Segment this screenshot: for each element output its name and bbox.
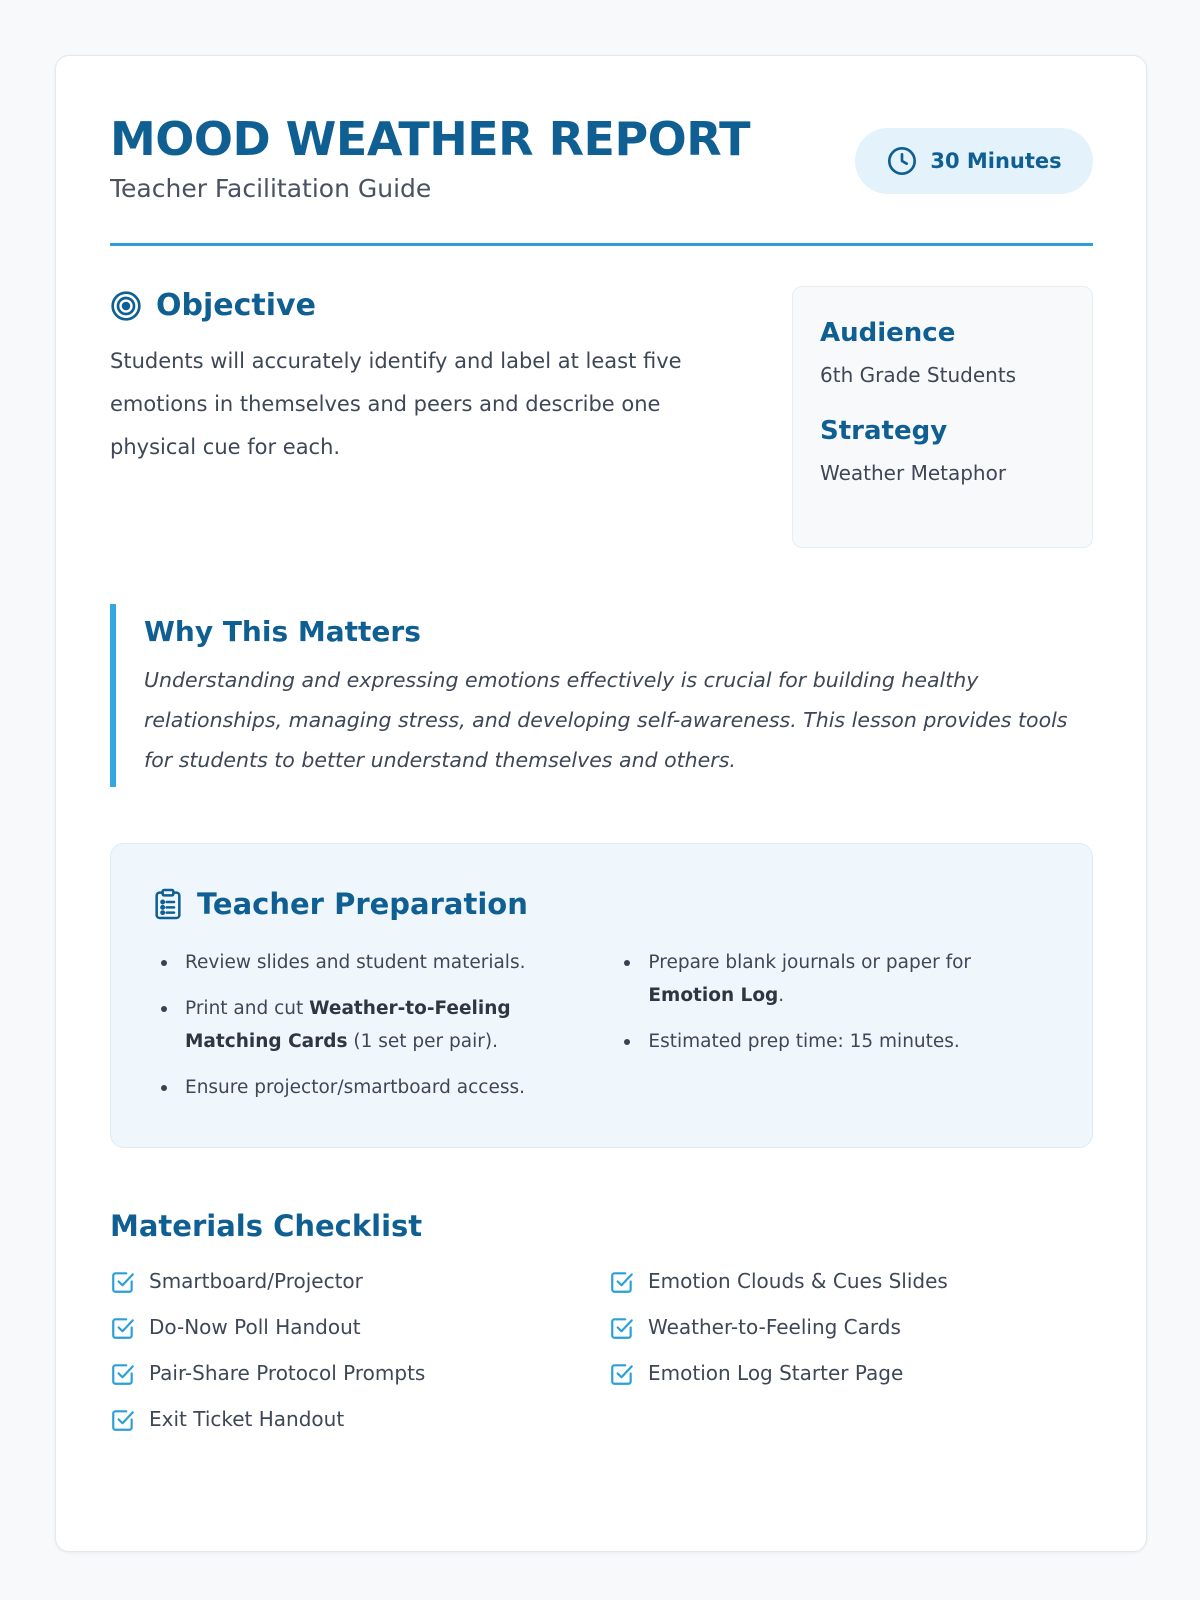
prep-item: Review slides and student materials.: [153, 946, 596, 979]
audience-value: 6th Grade Students: [820, 363, 1017, 387]
prep-item-emphasis: Weather-to-Feeling Matching Cards: [185, 998, 511, 1052]
guide-card: [55, 55, 1147, 1552]
prep-heading-label: Teacher Preparation: [197, 887, 528, 921]
checkbox-checked-icon: [609, 1361, 635, 1387]
prep-list-right: [616, 946, 1050, 1117]
checkbox-checked-icon: [110, 1407, 136, 1433]
info-box: [792, 286, 1093, 548]
prep-item: Print and cut Weather-to-Feeling Matching Cards (1 set per pair).: [153, 992, 596, 1058]
materials-checklist: [110, 1264, 1093, 1437]
objective-text: Students will accurately identify and label at least five emotions in themselves and peers and describe one physical cue for each.: [110, 349, 682, 459]
prep-item: Ensure projector/smartboard access.: [153, 1071, 596, 1104]
checkbox-checked-icon: [110, 1269, 136, 1295]
header: [110, 108, 1093, 246]
checkbox-checked-icon: [609, 1269, 635, 1295]
duration-badge: [855, 128, 1093, 194]
checklist-item: [110, 1310, 609, 1345]
prep-item: Estimated prep time: 15 minutes.: [616, 1025, 1050, 1058]
clock-icon: [886, 145, 918, 177]
checklist-item-label: Exit Ticket Handout: [149, 1407, 345, 1431]
why-text: Understanding and expressing emotions effectively is crucial for building healthy relationships, managing stress, and developing self-awareness. This lesson provides tools for students to better understand themselves and others.: [144, 668, 1068, 772]
duration-label: 30 Minutes: [930, 149, 1062, 173]
page-title: MOOD WEATHER REPORT: [110, 112, 751, 166]
materials-title: Materials Checklist: [110, 1209, 423, 1243]
prep-item-emphasis: Emotion Log: [648, 985, 779, 1006]
checklist-item-label: Do-Now Poll Handout: [149, 1315, 361, 1339]
checklist-item: [609, 1310, 1093, 1345]
checklist-item: [110, 1402, 609, 1437]
teacher-preparation-panel: [110, 843, 1093, 1148]
checklist-item: [609, 1264, 1093, 1299]
checklist-item-label: Emotion Clouds & Cues Slides: [648, 1269, 948, 1293]
checkbox-checked-icon: [110, 1315, 136, 1341]
checklist-item-label: Emotion Log Starter Page: [648, 1361, 904, 1385]
checklist-item-label: Pair-Share Protocol Prompts: [149, 1361, 426, 1385]
materials-checklist-section: [110, 1206, 1093, 1437]
why-this-matters-callout: [110, 604, 1093, 787]
checklist-item: [609, 1356, 1093, 1391]
checkbox-checked-icon: [609, 1315, 635, 1341]
checklist-item: [110, 1356, 609, 1391]
page-subtitle: Teacher Facilitation Guide: [110, 174, 432, 203]
strategy-value: Weather Metaphor: [820, 461, 1007, 485]
clipboard-list-icon: [153, 888, 183, 920]
checklist-item-label: Smartboard/Projector: [149, 1269, 363, 1293]
why-title: Why This Matters: [144, 615, 421, 648]
prep-item: Prepare blank journals or paper for Emotion Log.: [616, 946, 1050, 1012]
audience-label: Audience: [820, 318, 956, 348]
prep-columns: [153, 946, 1050, 1117]
checklist-item: [110, 1264, 609, 1299]
target-icon: [110, 290, 142, 322]
strategy-label: Strategy: [820, 416, 948, 446]
prep-heading: [153, 884, 1050, 924]
checkbox-checked-icon: [110, 1361, 136, 1387]
prep-list-left: [153, 946, 616, 1117]
objective-heading-label: Objective: [156, 288, 316, 323]
objective-section: [110, 286, 730, 469]
checklist-item-label: Weather-to-Feeling Cards: [648, 1315, 901, 1339]
objective-heading: [110, 286, 730, 326]
